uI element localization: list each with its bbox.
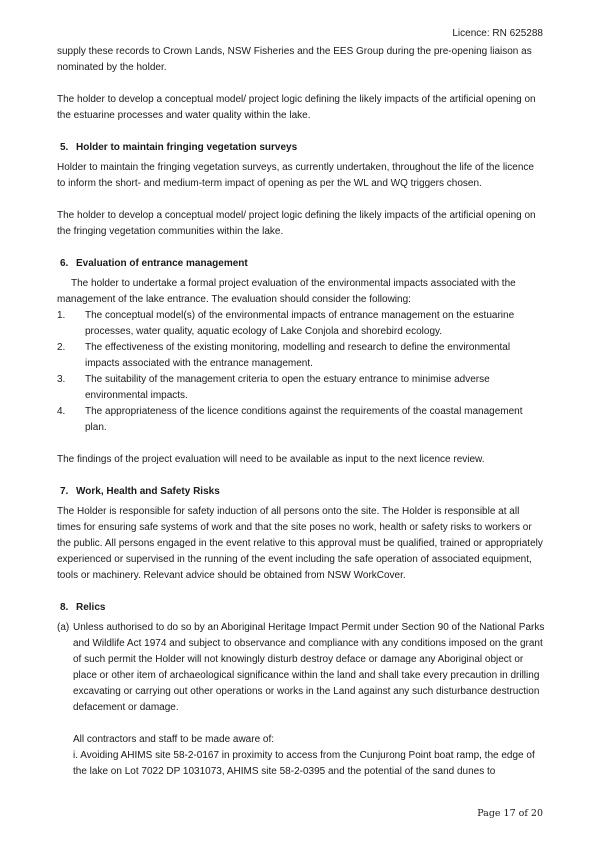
- list-item: 2. The effectiveness of the existing monitoring, modelling and research to define the environmental impacts associated with the entrance management.: [57, 342, 511, 369]
- section-5-heading: [60, 140, 545, 156]
- relics-clause-a: [57, 620, 545, 716]
- clause-a-text: Unless authorised to do so by an Aboriginal Heritage Impact Permit under Section 90 of the National Parks and Wildlife Act 1974 and subject to observance and compliance with any conditions imposed on the grant of such permit the Holder will not knowingly disturb destroy deface or damage any Aboriginal object or place or other item of archaeological significance within the land and shall take every precaution in drilling excavating or carrying out other operations or works in the Land against any such disturbance destruction defacement or damage.: [73, 622, 545, 713]
- section-7-heading: [60, 484, 545, 500]
- contractor-awareness: [73, 732, 545, 780]
- section-7-number: 7.: [60, 486, 69, 497]
- list-item: 1. The conceptual model(s) of the environmental impacts of entrance management on the estuarine processes, water quality, aquatic ecology of Lake Conjola and shorebird ecology.: [57, 310, 515, 337]
- document-body: [57, 44, 545, 780]
- contractor-awareness-intro: All contractors and staff to be made aware of:: [73, 734, 275, 745]
- list-item: 3. The suitability of the management criteria to open the estuary entrance to minimise adverse environmental impacts.: [57, 374, 490, 401]
- section-7-paragraph-1: The Holder is responsible for safety induction of all persons onto the site. The Holder is responsible at all times for ensuring safe systems of work and that the site poses no work, health or safety risks to workers or the public. All persons engaged in the event relative to this approval must be qualified, trained or appropriately experienced or supervised in the running of the event including the safe operation of associated equipment, tools or machinery. Relevant advice should be obtained from NSW WorkCover.: [57, 506, 543, 581]
- contractor-awareness-item-i: i. Avoiding AHIMS site 58-2-0167 in proximity to access from the Cunjurong Point boat ramp, the edge of the lake on Lot 7022 DP 1031073, AHIMS site 58-2-0395 and the potential of the sand dunes to: [73, 750, 535, 777]
- list-item: 4. The appropriateness of the licence conditions against the requirements of the coastal management plan.: [57, 406, 523, 433]
- licence-number: Licence: RN 625288: [452, 28, 543, 39]
- section-7-title: Work, Health and Safety Risks: [76, 486, 220, 497]
- section-8-number: 8.: [60, 602, 69, 613]
- section-6-title: Evaluation of entrance management: [76, 258, 248, 269]
- section-5-paragraph-1: Holder to maintain the fringing vegetation surveys, as currently undertaken, throughout the life of the licence to inform the short- and medium-term impact of opening as per the WL and WQ triggers chosen.: [57, 162, 534, 189]
- section-5-title: Holder to maintain fringing vegetation surveys: [76, 142, 298, 153]
- page-number: Page 17 of 20: [477, 808, 543, 819]
- intro-paragraph-1: supply these records to Crown Lands, NSW Fisheries and the EES Group during the pre-opening liaison as nominated by the holder.: [57, 46, 532, 73]
- section-8-heading: [60, 600, 545, 616]
- section-6-intro: The holder to undertake a formal project evaluation of the environmental impacts associated with the management of the lake entrance. The evaluation should consider the following:: [57, 278, 516, 305]
- section-6-number: 6.: [60, 258, 69, 269]
- evaluation-criteria-list: [57, 308, 545, 436]
- section-6-heading: [60, 256, 545, 272]
- clause-marker: (a): [57, 622, 70, 633]
- section-6-closing: The findings of the project evaluation will need to be available as input to the next licence review.: [57, 454, 485, 465]
- section-5-number: 5.: [60, 142, 69, 153]
- section-8-title: Relics: [76, 602, 106, 613]
- intro-paragraph-2: The holder to develop a conceptual model/ project logic defining the likely impacts of the artificial opening on the estuarine processes and water quality within the lake.: [57, 94, 536, 121]
- section-5-paragraph-2: The holder to develop a conceptual model/ project logic defining the likely impacts of the artificial opening on the fringing vegetation communities within the lake.: [57, 210, 536, 237]
